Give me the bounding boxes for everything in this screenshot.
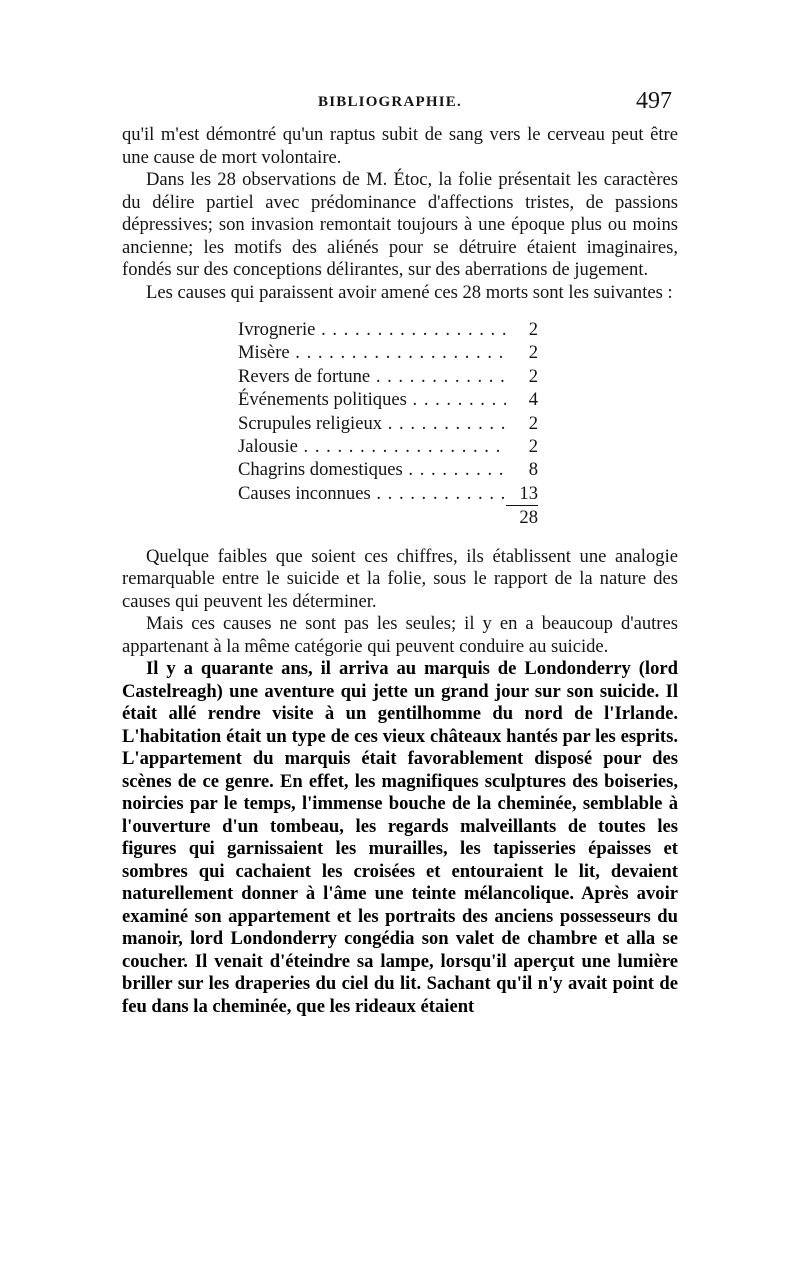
cause-row [238,458,538,481]
causes-total: 28 [519,507,538,529]
paragraph-observations: Dans les 28 observations de M. Étoc, la folie présentait les caractères du délire partiel avec prédominance d'affections tristes, de passions dépressives; son invasion remontait toujours à une époque plus ou moins ancienne; les motifs des aliénés pour se détruire étaient imaginaires, fondés sur des conceptions délirantes, sur des aberrations de jugement. [122,169,678,280]
cause-row [238,341,538,364]
cause-count: 4 [506,388,538,411]
paragraph-other-causes: Mais ces causes ne sont pas les seules; il y en a beaucoup d'autres appartenant à la même catégorie qui peuvent conduire au suicide. [122,613,678,657]
cause-row [238,365,538,388]
cause-row [238,435,538,458]
cause-count: 2 [506,341,538,364]
paragraph-continuation: qu'il m'est démontré qu'un raptus subit de sang vers le cerveau peut être une cause de mort volontaire. [122,124,678,168]
page-number: 497 [636,88,672,114]
cause-label: Causes inconnues . . . [238,482,506,505]
book-page [122,88,678,1018]
cause-count: 13 [506,482,538,506]
cause-label: Événements politiques . . . [238,388,506,411]
paragraph-causes-intro: Les causes qui paraissent avoir amené ces 28 morts sont les suivantes : [146,281,673,303]
cause-label: Scrupules religieux . . . [238,412,506,435]
cause-label: Misère . . . [238,341,506,364]
paragraph-londonderry: Il y a quarante ans, il arriva au marquis de Londonderry (lord Castelreagh) une aventure qui jette un grand jour sur son suicide. Il était allé rendre visite à un gentilhomme du nord de l'Irlande. L'habitation était un type de ces vieux châteaux hantés par les esprits. L'appartement du marquis était favorablement disposé pour des scènes de ce genre. En effet, les magnifiques sculptures des boiseries, noircies par le temps, l'immense bouche de la cheminée, semblable à l'ouverture d'un tombeau, les regards malveillants de toutes les figures qui garnissaient les murailles, les tapisseries épaisses et sombres qui cachaient les croisées et entouraient le lit, devaient naturellement donner à l'âme une teinte mélancolique. Après avoir examiné son appartement et les portraits des anciens possesseurs du manoir, lord Londonderry congédia son valet de chambre et alla se coucher. Il venait d'éteindre sa lampe, lorsqu'il aperçut une lumière briller sur les draperies du ciel du lit. Sachant qu'il n'y avait point de feu dans la cheminée, que les rideaux étaient [122,658,678,1017]
cause-count: 2 [506,318,538,341]
cause-count: 2 [506,365,538,388]
cause-row [238,318,538,341]
cause-label: Jalousie . . . [238,435,506,458]
causes-table [238,318,538,530]
cause-label: Chagrins domestiques . . . [238,458,506,481]
cause-row [238,412,538,435]
cause-count: 8 [506,458,538,481]
running-title: BIBLIOGRAPHIE. [318,94,462,110]
cause-count: 2 [506,435,538,458]
cause-count: 2 [506,412,538,435]
causes-total-row [238,506,538,529]
cause-label: Ivrognerie . . . [238,318,506,341]
cause-row [238,388,538,411]
cause-row [238,482,538,506]
cause-label: Revers de fortune . . . [238,365,506,388]
paragraph-analogy: Quelque faibles que soient ces chiffres, ils établissent une analogie remarquable entre le suicide et la folie, sous le rapport de la nature des causes qui peuvent les déterminer. [122,545,678,612]
running-head [122,88,678,124]
